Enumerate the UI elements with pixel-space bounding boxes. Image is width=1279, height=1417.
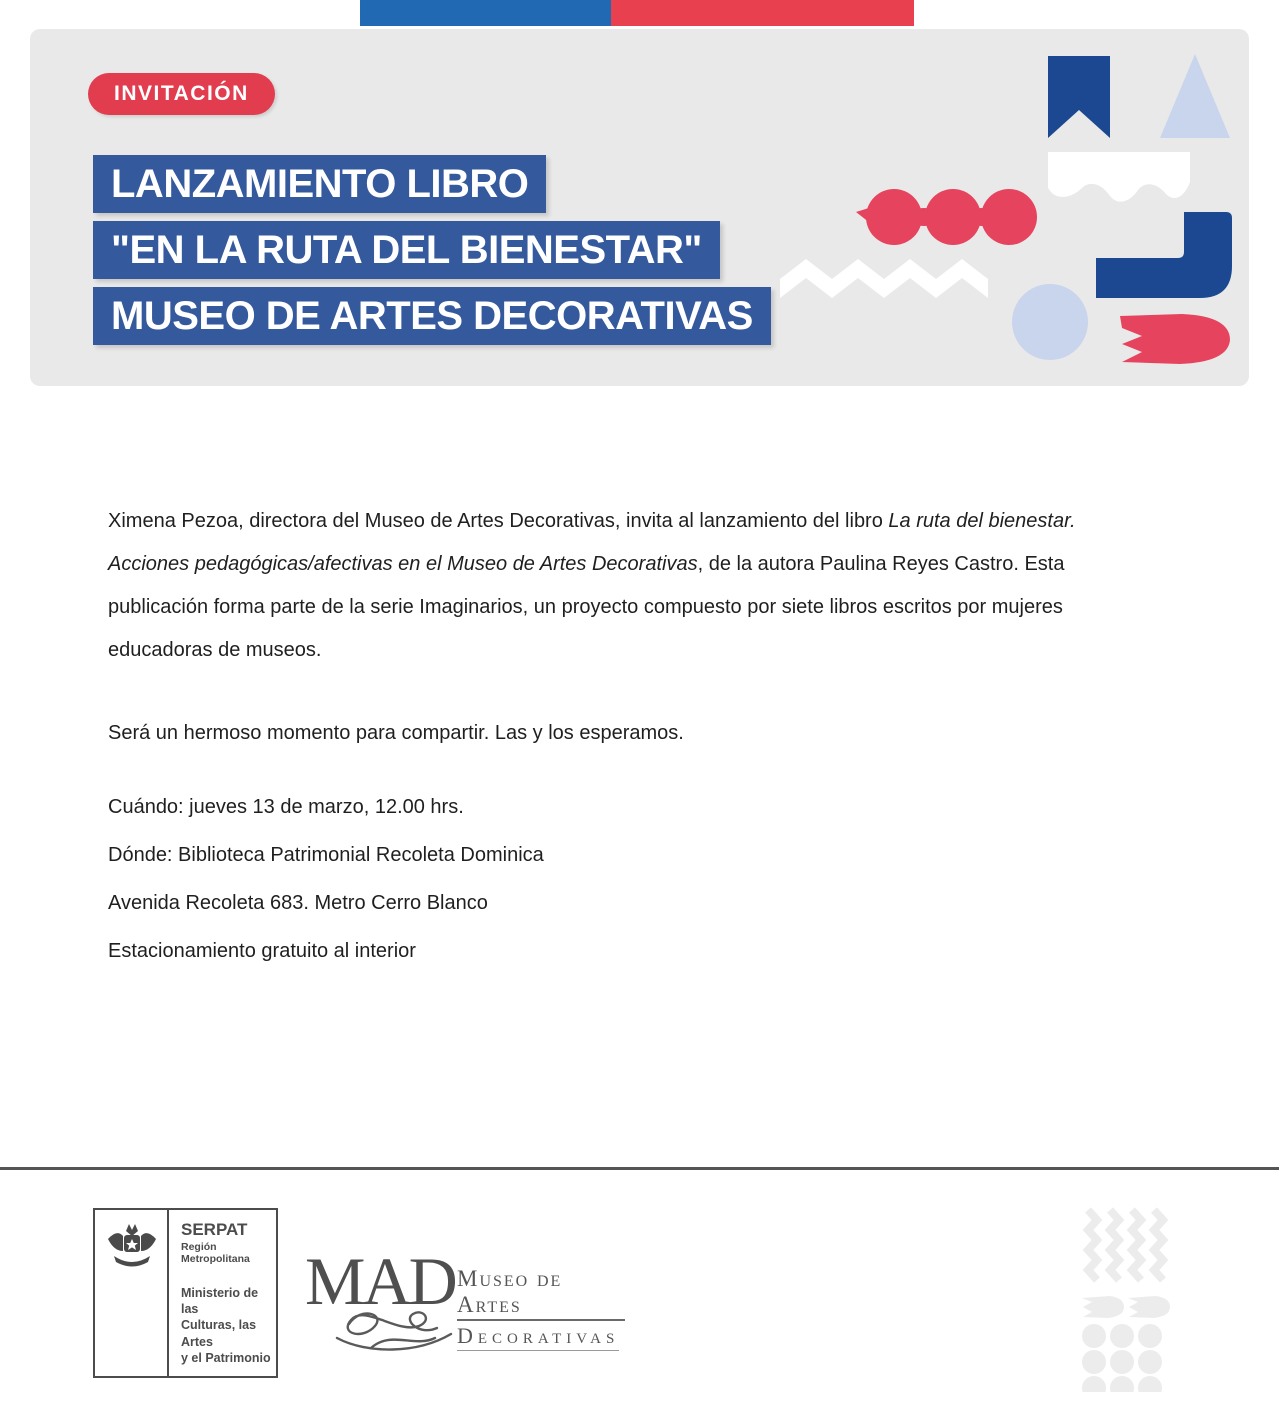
- ministry-line: Ministerio de las: [181, 1285, 259, 1316]
- watermark-pattern-icon: [1080, 1206, 1170, 1392]
- zigzag-icon: [780, 251, 990, 298]
- serpat-name: SERPAT: [181, 1220, 248, 1239]
- intro-text: Ximena Pezoa, directora del Museo de Artes Decorativas, invita al lanzamiento del libro: [108, 510, 889, 532]
- title-bar-ruta-bienestar: "EN LA RUTA DEL BIENESTAR": [93, 221, 720, 279]
- triangle-icon: [1160, 54, 1230, 138]
- book-subtitle-italic: Acciones pedagógicas/afectivas en el Museo de Artes Decorativas: [108, 553, 698, 575]
- serpat-logo-left-cell: [95, 1210, 169, 1376]
- book-title-italic: La ruta del bienestar.: [888, 510, 1076, 532]
- serpat-ministry: [181, 1285, 276, 1366]
- intro-line: [108, 500, 1076, 543]
- beads-icon: [856, 188, 1038, 246]
- intro-line: [108, 586, 1076, 629]
- serpat-logo: [93, 1208, 278, 1378]
- header-banner: [30, 29, 1249, 386]
- intro-line: [108, 629, 1076, 672]
- mad-acronym: MAD: [305, 1243, 455, 1319]
- intro-text: publicación forma parte de la serie Imaginarios, un proyecto compuesto por siete libros escritos por mujeres: [108, 596, 1063, 618]
- invitation-badge: INVITACIÓN: [88, 73, 275, 115]
- intro-paragraph: [108, 500, 1076, 672]
- event-where: Dónde: Biblioteca Patrimonial Recoleta Dominica: [108, 844, 544, 866]
- scallop-banner-icon: [1048, 152, 1190, 206]
- title-bar-lanzamiento: LANZAMIENTO LIBRO: [93, 155, 546, 213]
- gov-strip-red: [611, 0, 914, 26]
- event-when: Cuándo: jueves 13 de marzo, 12.00 hrs.: [108, 796, 464, 818]
- mad-wordmark: [457, 1266, 625, 1351]
- bookmark-icon: [1048, 56, 1110, 138]
- ministry-line: y el Patrimonio: [181, 1350, 271, 1365]
- serpat-logo-right-cell: [171, 1210, 276, 1376]
- gov-strip-blue: [360, 0, 611, 26]
- title-bar-museo: MUSEO DE ARTES DECORATIVAS: [93, 287, 771, 345]
- mad-line2: Decorativas: [457, 1323, 619, 1351]
- footer-divider: [0, 1167, 1279, 1170]
- ministry-line: Culturas, las Artes: [181, 1318, 257, 1349]
- event-details: [108, 783, 544, 975]
- serpat-region: Región Metropolitana: [181, 1241, 250, 1265]
- mad-line1: Museo de Artes: [457, 1266, 625, 1321]
- fringe-arrow-icon: [1118, 314, 1230, 364]
- event-parking: Estacionamiento gratuito al interior: [108, 940, 416, 962]
- coat-of-arms-icon: [103, 1222, 159, 1276]
- circle-icon: [1012, 284, 1088, 360]
- intro-line: [108, 543, 1076, 586]
- event-address: Avenida Recoleta 683. Metro Cerro Blanco: [108, 892, 488, 914]
- mad-logo: [305, 1243, 625, 1368]
- intro-text: educadoras de museos.: [108, 639, 322, 661]
- mad-flourish-icon: [331, 1308, 455, 1358]
- intro-text: , de la autora Paulina Reyes Castro. Esta: [697, 553, 1065, 575]
- elbow-icon: [1096, 212, 1232, 298]
- invite-sentence: Será un hermoso momento para compartir. Las y los esperamos.: [108, 722, 684, 744]
